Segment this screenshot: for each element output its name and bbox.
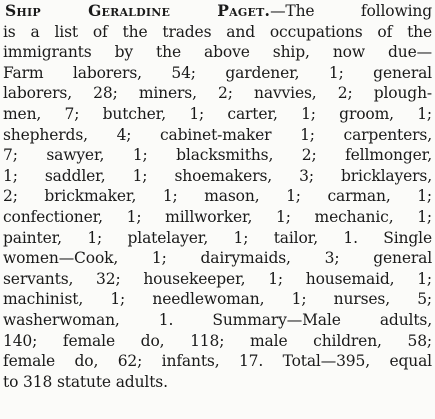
article-line: is a list of the trades and occupations of the: [3, 22, 432, 41]
article-line: laborers, 28; miners, 2; navvies, 2; plough-: [3, 84, 432, 103]
article-line: female do, 62; infants, 17. Total—395, equal: [3, 352, 432, 371]
article-line: servants, 32; housekeeper, 1; housemaid, 1;: [3, 269, 432, 288]
article-line: washerwoman, 1. Summary—Male adults,: [3, 310, 432, 329]
article-line: painter, 1; platelayer, 1; tailor, 1. Single: [3, 228, 432, 247]
article-line: confectioner, 1; millworker, 1; mechanic, 1;: [3, 207, 432, 226]
article-line: shepherds, 4; cabinet-maker 1; carpenters,: [3, 125, 432, 144]
article-line: immigrants by the above ship, now due—: [3, 43, 432, 62]
article-body: [3, 1, 432, 392]
article-line: 2; brickmaker, 1; mason, 1; carman, 1;: [3, 187, 432, 206]
article-line: 1; saddler, 1; shoemakers, 3; bricklayers,: [3, 166, 432, 185]
article-line: men, 7; butcher, 1; carter, 1; groom, 1;: [3, 104, 432, 123]
article-line: women—Cook, 1; dairymaids, 3; general: [3, 249, 432, 268]
article-line-text: —The following: [270, 2, 432, 20]
article-headline: Ship Geraldine Paget.: [5, 1, 271, 20]
article-line: 140; female do, 118; male children, 58;: [3, 331, 432, 350]
article-line: to 318 statute adults.: [3, 372, 168, 391]
article-line: Farm laborers, 54; gardener, 1; general: [3, 63, 432, 82]
article-line: machinist, 1; needlewoman, 1; nurses, 5;: [3, 290, 432, 309]
article-line: [3, 1, 432, 22]
article-line: 7; sawyer, 1; blacksmiths, 2; fellmonger,: [3, 146, 432, 165]
